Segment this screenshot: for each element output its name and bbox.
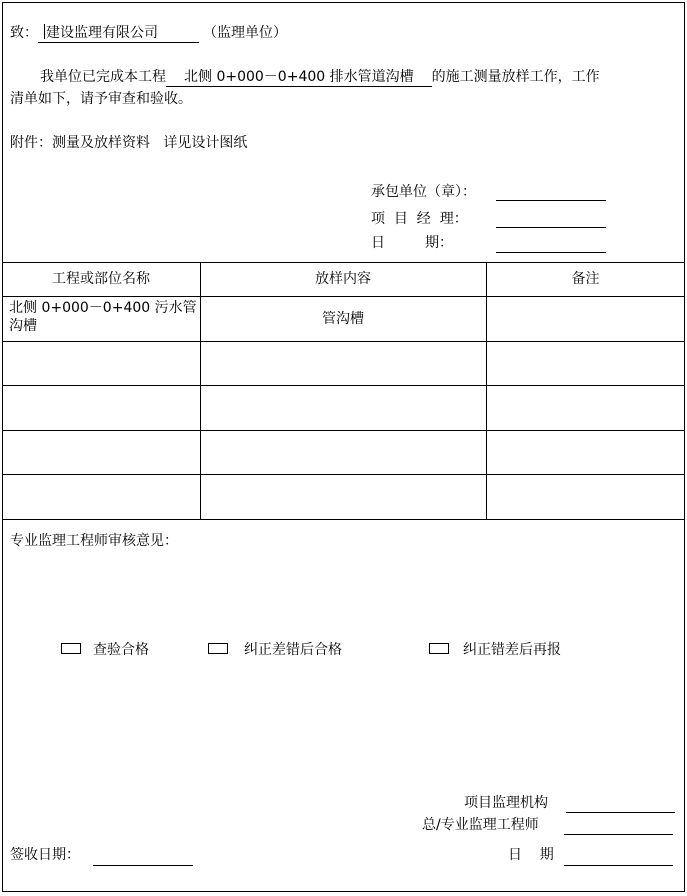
engineer-blank[interactable]	[564, 834, 673, 835]
date-label: 日 期：	[371, 235, 454, 251]
review-date-blank[interactable]	[564, 865, 673, 866]
manager-label: 项 目 经 理：	[371, 211, 468, 227]
supervision-org-label: 项目监理机构	[464, 795, 548, 811]
option-pass-label: 查验合格	[93, 642, 149, 658]
table-column-divider	[200, 262, 201, 519]
column-header-name: 工程或部位名称	[52, 271, 150, 287]
to-label: 致：	[10, 25, 38, 41]
supervision-org-blank[interactable]	[566, 812, 675, 813]
text-cursor	[44, 24, 45, 39]
contractor-label: 承包单位（章）：	[371, 184, 476, 200]
receipt-date-label: 签收日期：	[10, 847, 80, 863]
review-title: 专业监理工程师审核意见：	[10, 533, 178, 549]
date-blank[interactable]	[496, 252, 606, 253]
table-header-border	[2, 296, 685, 297]
table-cell-content: 管沟槽	[322, 311, 364, 327]
recipient-name: 建设监理有限公司	[46, 25, 158, 41]
checkbox-resubmit[interactable]	[429, 643, 449, 654]
manager-blank[interactable]	[496, 227, 606, 228]
contractor-blank[interactable]	[496, 200, 606, 201]
table-row-border	[2, 341, 685, 342]
project-name: 北侧 0+000－0+400 排水管道沟槽	[166, 68, 432, 87]
body-suffix: 的施工测量放样工作，工作	[431, 69, 600, 85]
engineer-label: 总/专业监理工程师	[422, 817, 539, 833]
receipt-date-blank[interactable]	[93, 865, 193, 866]
attachment-line: 附件：测量及放样资料 详见设计图纸	[10, 135, 248, 151]
body-prefix: 我单位已完成本工程	[40, 69, 166, 85]
checkbox-pass[interactable]	[61, 643, 81, 654]
body-line-2: 清单如下，请予审查和验收。	[10, 91, 192, 107]
table-bottom-border	[2, 519, 685, 520]
recipient-field[interactable]	[38, 24, 199, 43]
table-row-border	[2, 474, 685, 475]
table-row-border	[2, 385, 685, 386]
table-column-divider	[486, 262, 487, 519]
recipient-note: （监理单位）	[203, 25, 287, 41]
option-correction-label: 纠正差错后合格	[244, 642, 342, 658]
table-cell-name: 北侧 0+000－0+400 污水管沟槽	[9, 300, 197, 334]
column-header-remark: 备注	[571, 271, 600, 287]
checkbox-pass-after-correction[interactable]	[208, 643, 228, 654]
table-top-border	[2, 262, 685, 263]
recipient-line	[10, 24, 287, 43]
table-row-border	[2, 430, 685, 431]
column-header-content: 放样内容	[315, 271, 371, 287]
option-resubmit-label: 纠正错差后再报	[463, 642, 561, 658]
review-date-label: 日 期	[508, 847, 554, 863]
body-line-1	[40, 68, 600, 87]
